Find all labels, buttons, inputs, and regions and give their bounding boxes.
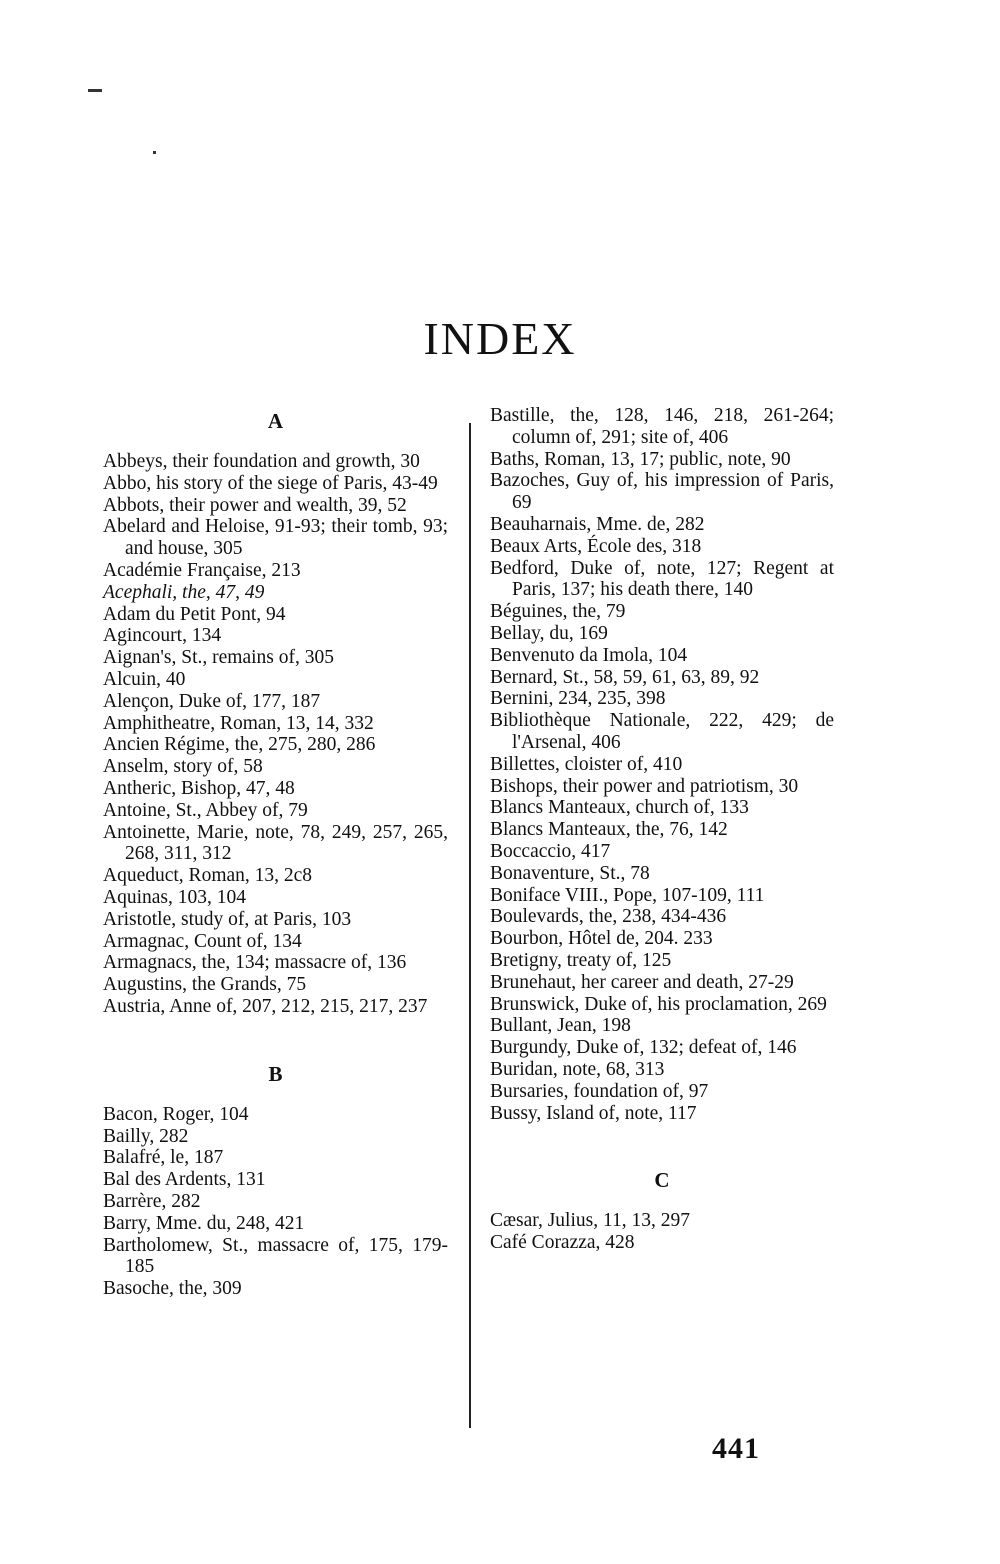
section-letter-b: B (268, 1061, 283, 1086)
index-entry: Blancs Manteaux, church of, 133 (490, 797, 749, 819)
index-entry: Cæsar, Julius, 11, 13, 297 (490, 1210, 691, 1232)
index-entry: Amphitheatre, Roman, 13, 14, 332 (103, 712, 374, 734)
left-column (103, 405, 448, 1300)
index-entry: Antoinette, Marie, note, 78, 249, 257, 265, 268, 311, 312 (103, 821, 448, 865)
index-entry: Balafré, le, 187 (103, 1147, 224, 1169)
index-entry: Blancs Manteaux, the, 76, 142 (490, 819, 728, 841)
index-entry: Bretigny, treaty of, 125 (490, 949, 672, 971)
index-entry: Aristotle, study of, at Paris, 103 (103, 908, 352, 930)
index-entry: Antheric, Bishop, 47, 48 (103, 777, 295, 799)
index-entry: Agincourt, 134 (103, 625, 222, 647)
index-entry: Acephali, the, 47, 49 (103, 581, 265, 603)
index-entry: Barry, Mme. du, 248, 421 (103, 1212, 305, 1234)
index-entry: Bastille, the, 128, 146, 218, 261-264; column of, 291; site of, 406 (490, 405, 834, 448)
index-entry: Beauharnais, Mme. de, 282 (490, 513, 705, 535)
index-entry: Bernini, 234, 235, 398 (490, 688, 666, 710)
section-letter-c: C (654, 1168, 670, 1193)
index-entry: Brunehaut, her career and death, 27-29 (490, 971, 794, 993)
index-entry: Burgundy, Duke of, 132; defeat of, 146 (490, 1037, 797, 1059)
index-entry: Billettes, cloister of, 410 (490, 753, 683, 775)
index-entry: Boccaccio, 417 (490, 840, 611, 862)
index-entry: Buridan, note, 68, 313 (490, 1058, 665, 1080)
index-entry: Bazoches, Guy of, his impression of Paris, 69 (490, 470, 834, 514)
index-entry: Bullant, Jean, 198 (490, 1015, 631, 1037)
index-entry: Boulevards, the, 238, 434-436 (490, 906, 727, 928)
index-entry: Bibliothèque Nationale, 222, 429; de l'Arsenal, 406 (490, 710, 834, 753)
stray-mark-top (88, 89, 102, 92)
index-entry: Adam du Petit Pont, 94 (103, 603, 286, 625)
index-entry: Abbeys, their foundation and growth, 30 (103, 451, 420, 472)
index-entry: Bartholomew, St., massacre of, 175, 179-185 (103, 1234, 448, 1278)
section-letter-a: A (267, 409, 284, 433)
index-entry: Beaux Arts, École des, 318 (490, 535, 702, 557)
index-entry: Bal des Ardents, 131 (103, 1169, 266, 1191)
page-number: 441 (712, 1432, 760, 1465)
index-entry: Alcuin, 40 (103, 668, 186, 690)
index-entry: Armagnacs, the, 134; massacre of, 136 (103, 952, 407, 974)
index-entry: Académie Française, 213 (103, 559, 301, 581)
index-entry: Baths, Roman, 13, 17; public, note, 90 (490, 448, 791, 470)
index-entry: Abelard and Heloise, 91-93; their tomb, 93; and house, 305 (103, 516, 448, 560)
index-entry: Béguines, the, 79 (490, 601, 626, 623)
index-entry: Benvenuto da Imola, 104 (490, 644, 688, 666)
index-entry: Bishops, their power and patriotism, 30 (490, 775, 799, 797)
index-entry: Aquinas, 103, 104 (103, 886, 246, 908)
index-entry: Bonaventure, St., 78 (490, 862, 650, 884)
index-entry: Anselm, story of, 58 (103, 756, 263, 778)
index-entry: Aignan's, St., remains of, 305 (103, 647, 334, 669)
index-entry: Bussy, Island of, note, 117 (490, 1102, 697, 1124)
stray-mark-dot (153, 151, 156, 154)
index-entry: Armagnac, Count of, 134 (103, 930, 302, 952)
index-entry: Ancien Régime, the, 275, 280, 286 (103, 734, 376, 756)
index-entry: Alençon, Duke of, 177, 187 (103, 690, 321, 712)
index-entry: Café Corazza, 428 (490, 1232, 635, 1254)
index-entry: Abbots, their power and wealth, 39, 52 (103, 494, 407, 516)
index-entry: Brunswick, Duke of, his proclamation, 269 (490, 993, 827, 1015)
index-entry: Bedford, Duke of, note, 127; Regent at Paris, 137; his death there, 140 (490, 557, 834, 601)
index-entry: Boniface VIII., Pope, 107-109, 111 (490, 884, 765, 906)
right-column (490, 405, 834, 1254)
index-entry: Bellay, du, 169 (490, 622, 608, 644)
index-entry: Bacon, Roger, 104 (103, 1103, 249, 1125)
index-entry: Bourbon, Hôtel de, 204. 233 (490, 928, 713, 950)
index-entry: Augustins, the Grands, 75 (103, 974, 307, 996)
index-entry: Bursaries, foundation of, 97 (490, 1080, 709, 1102)
index-entry: Abbo, his story of the siege of Paris, 43-49 (103, 472, 438, 494)
index-entry: Basoche, the, 309 (103, 1278, 242, 1300)
index-entry: Barrère, 282 (103, 1190, 201, 1212)
index-entry: Aqueduct, Roman, 13, 2c8 (103, 865, 313, 887)
page-title: INDEX (423, 313, 577, 364)
index-entry: Bernard, St., 58, 59, 61, 63, 89, 92 (490, 666, 760, 688)
index-entry: Antoine, St., Abbey of, 79 (103, 799, 308, 821)
index-entry: Bailly, 282 (103, 1125, 189, 1147)
column-divider (469, 423, 471, 1428)
index-entry: Austria, Anne of, 207, 212, 215, 217, 237 (103, 995, 428, 1017)
